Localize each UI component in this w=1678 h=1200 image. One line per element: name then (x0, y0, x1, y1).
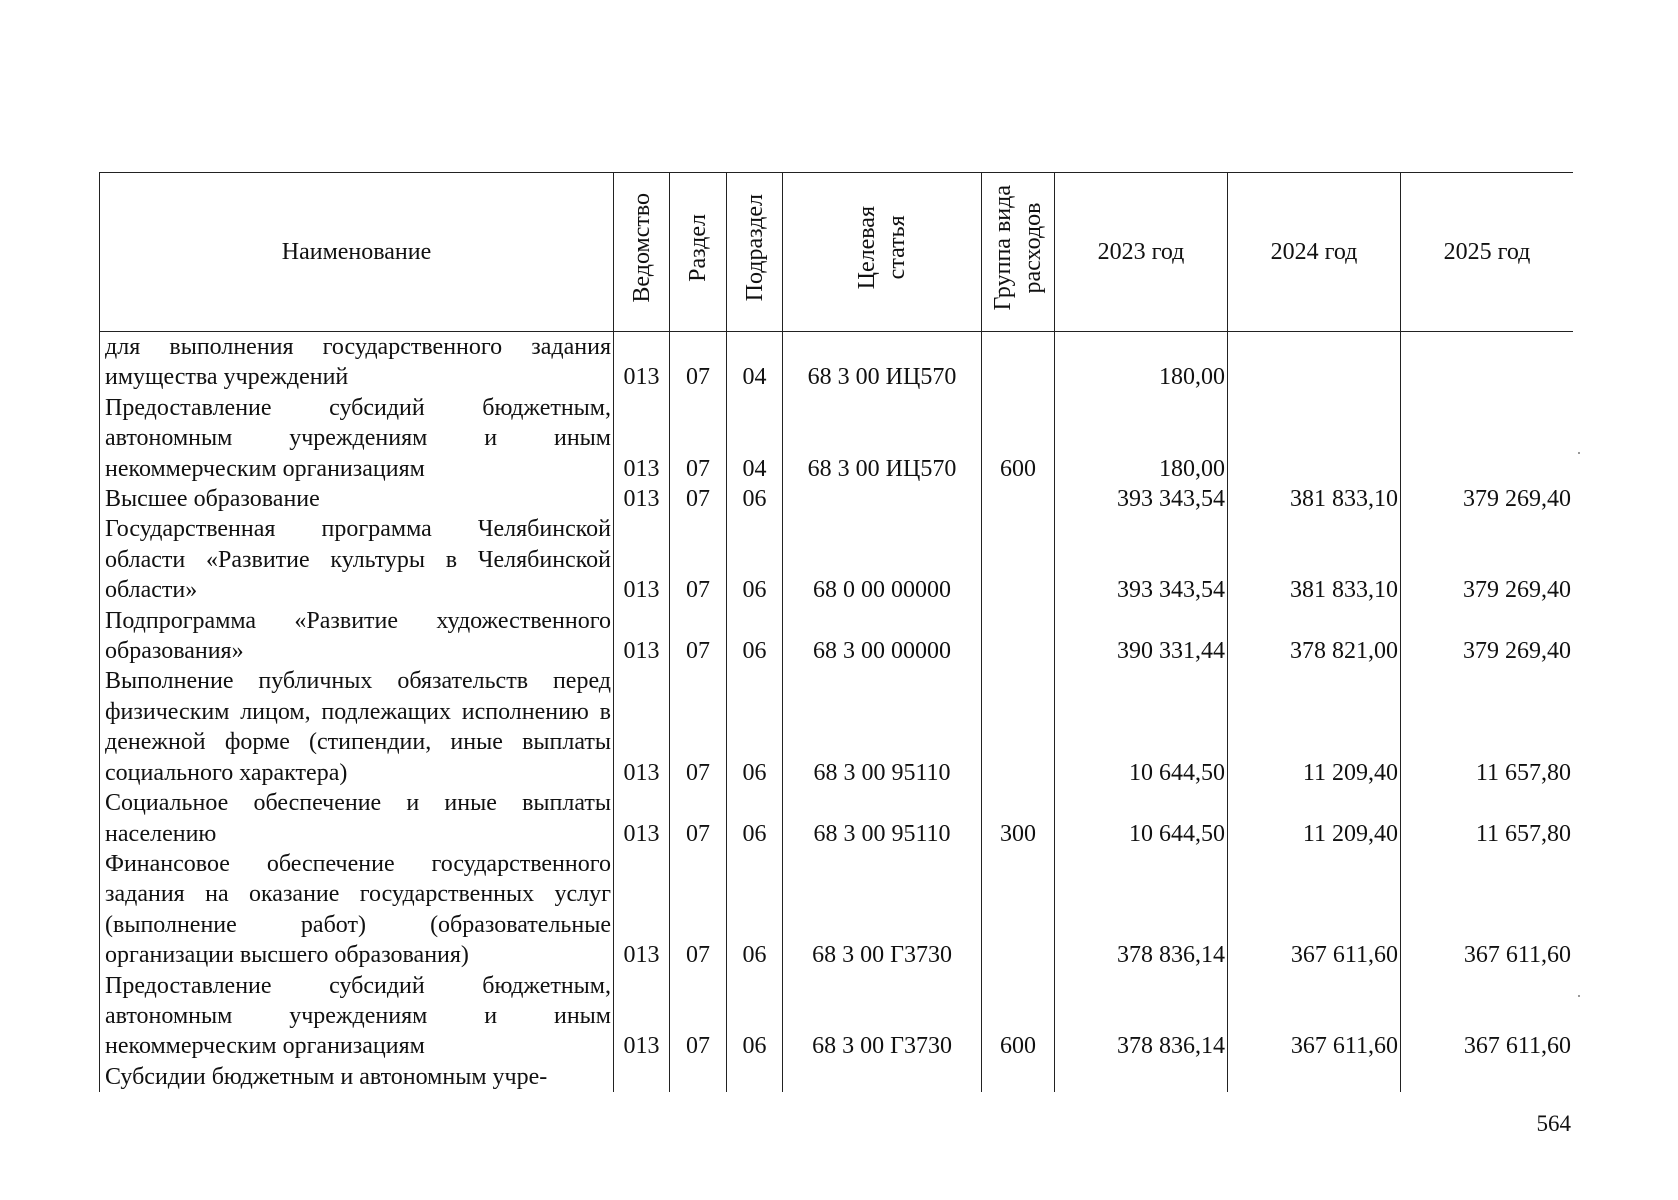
row-name: Высшее образование (100, 484, 614, 514)
row-name: Государственная программа Челябинской области «Развитие культуры в Челябинской области» (100, 514, 614, 605)
row-celevaya-statya: 68 3 00 Г3730 (783, 971, 982, 1062)
row-name: Субсидии бюджетным и автономным учре- (100, 1062, 614, 1092)
row-name: Финансовое обеспечение государственного задания на оказание государственных услуг (выполнение работ) (образовательные организации высшего образования) (100, 849, 614, 971)
row-podrazdel: 06 (727, 849, 783, 971)
row-amount-2023: 393 343,54 (1055, 484, 1228, 514)
row-razdel: 07 (670, 606, 727, 667)
row-amount-2024: 11 209,40 (1228, 666, 1401, 788)
row-celevaya-statya: 68 3 00 00000 (783, 606, 982, 667)
row-name: Предоставление субсидий бюджетным, автономным учреждениям и иным некоммерческим организациям (100, 971, 614, 1062)
row-amount-2024: 381 833,10 (1228, 514, 1401, 605)
row-vedomstvo (614, 1062, 670, 1092)
row-amount-2024: 381 833,10 (1228, 484, 1401, 514)
row-amount-2023: 390 331,44 (1055, 606, 1228, 667)
row-vedomstvo: 013 (614, 666, 670, 788)
row-amount-2025: 367 611,60 (1401, 971, 1574, 1062)
row-razdel: 07 (670, 971, 727, 1062)
header-razdel: Раздел (670, 173, 727, 332)
row-razdel: 07 (670, 393, 727, 484)
row-vedomstvo: 013 (614, 849, 670, 971)
row-amount-2025: 11 657,80 (1401, 666, 1574, 788)
row-amount-2024: 378 821,00 (1228, 606, 1401, 667)
row-vedomstvo: 013 (614, 393, 670, 484)
table-row (100, 971, 1574, 1062)
table-row (100, 514, 1574, 605)
row-vedomstvo: 013 (614, 514, 670, 605)
row-amount-2023: 180,00 (1055, 332, 1228, 393)
scan-speck (1578, 995, 1580, 997)
table-row (100, 788, 1574, 849)
row-vedomstvo: 013 (614, 332, 670, 393)
row-celevaya-statya: 68 3 00 ИЦ570 (783, 393, 982, 484)
row-celevaya-statya (783, 484, 982, 514)
row-gruppa-rashodov (982, 849, 1055, 971)
scan-speck (1578, 452, 1580, 454)
row-amount-2023: 378 836,14 (1055, 849, 1228, 971)
row-podrazdel: 06 (727, 484, 783, 514)
row-vedomstvo: 013 (614, 606, 670, 667)
table-body (100, 332, 1574, 1093)
row-razdel: 07 (670, 849, 727, 971)
header-2024: 2024 год (1228, 173, 1401, 332)
row-name: Предоставление субсидий бюджетным, автономным учреждениям и иным некоммерческим организациям (100, 393, 614, 484)
row-podrazdel: 06 (727, 971, 783, 1062)
row-podrazdel: 04 (727, 393, 783, 484)
row-name: для выполнения государственного задания имущества учреждений (100, 332, 614, 393)
row-amount-2024 (1228, 1062, 1401, 1092)
budget-table-container (99, 172, 1573, 1095)
row-vedomstvo: 013 (614, 788, 670, 849)
row-amount-2023: 10 644,50 (1055, 666, 1228, 788)
table-row (100, 484, 1574, 514)
row-celevaya-statya: 68 3 00 Г3730 (783, 849, 982, 971)
row-podrazdel: 04 (727, 332, 783, 393)
row-amount-2024: 367 611,60 (1228, 971, 1401, 1062)
header-podrazdel: Подраздел (727, 173, 783, 332)
row-celevaya-statya: 68 3 00 95110 (783, 788, 982, 849)
row-gruppa-rashodov: 600 (982, 393, 1055, 484)
header-2025: 2025 год (1401, 173, 1574, 332)
row-podrazdel: 06 (727, 788, 783, 849)
header-name: Наименование (100, 173, 614, 332)
row-gruppa-rashodov (982, 606, 1055, 667)
row-amount-2025: 379 269,40 (1401, 484, 1574, 514)
row-amount-2025: 379 269,40 (1401, 514, 1574, 605)
row-razdel: 07 (670, 788, 727, 849)
table-row (100, 849, 1574, 971)
row-amount-2025: 367 611,60 (1401, 849, 1574, 971)
row-gruppa-rashodov (982, 332, 1055, 393)
row-name: Подпрограмма «Развитие художественного образования» (100, 606, 614, 667)
budget-table (99, 172, 1573, 1092)
row-amount-2023: 378 836,14 (1055, 971, 1228, 1062)
row-gruppa-rashodov: 300 (982, 788, 1055, 849)
table-row (100, 606, 1574, 667)
row-amount-2024 (1228, 332, 1401, 393)
row-celevaya-statya: 68 0 00 00000 (783, 514, 982, 605)
row-gruppa-rashodov (982, 484, 1055, 514)
row-amount-2025: 11 657,80 (1401, 788, 1574, 849)
row-gruppa-rashodov: 600 (982, 971, 1055, 1062)
row-vedomstvo: 013 (614, 971, 670, 1062)
row-amount-2023: 180,00 (1055, 393, 1228, 484)
row-razdel: 07 (670, 514, 727, 605)
row-name: Выполнение публичных обязательств перед физическим лицом, подлежащих исполнению в денежной форме (стипендии, иные выплаты социального характера) (100, 666, 614, 788)
row-amount-2024: 11 209,40 (1228, 788, 1401, 849)
row-podrazdel: 06 (727, 606, 783, 667)
row-gruppa-rashodov (982, 1062, 1055, 1092)
header-gruppa-vida-rashodov: Группа вида расходов (982, 173, 1055, 332)
table-row (100, 1062, 1574, 1092)
table-row (100, 666, 1574, 788)
row-razdel: 07 (670, 666, 727, 788)
row-podrazdel: 06 (727, 514, 783, 605)
row-name: Социальное обеспечение и иные выплаты населению (100, 788, 614, 849)
row-gruppa-rashodov (982, 666, 1055, 788)
page-number: 564 (1536, 1111, 1571, 1136)
row-celevaya-statya (783, 1062, 982, 1092)
row-razdel (670, 1062, 727, 1092)
row-amount-2025 (1401, 332, 1574, 393)
table-row (100, 393, 1574, 484)
header-celevaya-statya: Целевая статья (783, 173, 982, 332)
row-amount-2023: 393 343,54 (1055, 514, 1228, 605)
row-celevaya-statya: 68 3 00 95110 (783, 666, 982, 788)
row-amount-2024 (1228, 393, 1401, 484)
header-vedomstvo: Ведомство (614, 173, 670, 332)
row-gruppa-rashodov (982, 514, 1055, 605)
row-podrazdel (727, 1062, 783, 1092)
row-amount-2025 (1401, 393, 1574, 484)
row-amount-2025 (1401, 1062, 1574, 1092)
table-row (100, 332, 1574, 393)
header-2023: 2023 год (1055, 173, 1228, 332)
row-amount-2024: 367 611,60 (1228, 849, 1401, 971)
row-vedomstvo: 013 (614, 484, 670, 514)
row-podrazdel: 06 (727, 666, 783, 788)
row-amount-2025: 379 269,40 (1401, 606, 1574, 667)
table-header-row (100, 173, 1574, 332)
row-razdel: 07 (670, 484, 727, 514)
row-celevaya-statya: 68 3 00 ИЦ570 (783, 332, 982, 393)
row-amount-2023 (1055, 1062, 1228, 1092)
row-amount-2023: 10 644,50 (1055, 788, 1228, 849)
row-razdel: 07 (670, 332, 727, 393)
